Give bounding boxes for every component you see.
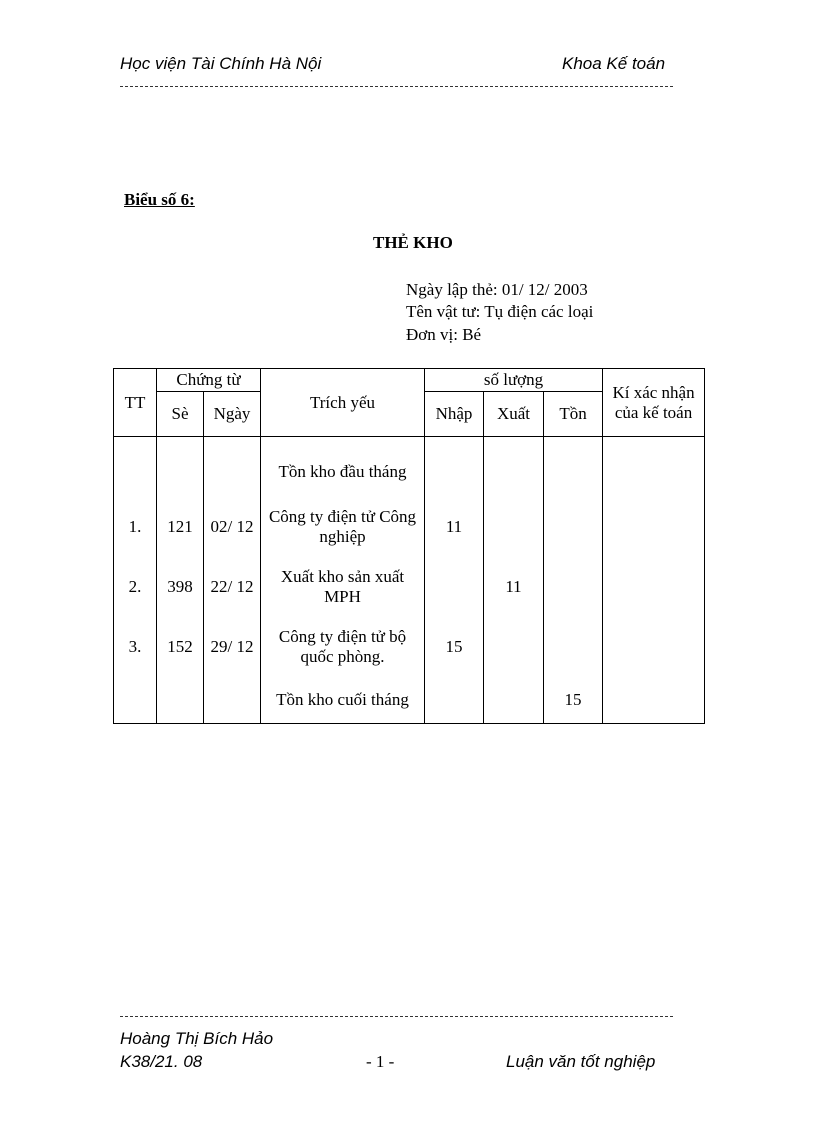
header-so-luong: số lượng	[425, 369, 603, 392]
cell-tt: 3.	[114, 617, 157, 677]
stock-card-table	[113, 368, 705, 724]
meta-item-name: Tên vật tư: Tụ điện các loại	[406, 302, 594, 321]
section-label: Biểu số 6:	[124, 190, 195, 209]
table-row-closing	[114, 677, 705, 724]
cell-desc: Công ty điện tử bộ quốc phòng.	[261, 617, 425, 677]
cell-desc: Xuất kho sản xuất MPH	[261, 557, 425, 617]
cell-tt: 1.	[114, 497, 157, 557]
cell-ki	[603, 617, 705, 677]
cell-desc: Công ty điện tử Công nghiệp	[261, 497, 425, 557]
header-tt: TT	[114, 369, 157, 437]
cell-nhap: 15	[425, 617, 484, 677]
meta-unit: Đơn vị: Bé	[406, 325, 482, 344]
header-institution: Học viện Tài Chính Hà Nội	[120, 54, 322, 73]
table-row	[114, 617, 705, 677]
cell-xuat	[484, 497, 544, 557]
cell-ton	[544, 617, 603, 677]
footer-class: K38/21. 08	[120, 1052, 203, 1071]
cell-ki	[603, 497, 705, 557]
cell-nhap	[425, 557, 484, 617]
header-ton: Tồn	[544, 392, 603, 437]
cell-ki	[603, 557, 705, 617]
cell-ton	[544, 497, 603, 557]
header-trich-yeu: Trích yếu	[261, 369, 425, 437]
cell-so: 152	[157, 617, 204, 677]
cell-ton	[544, 557, 603, 617]
header-faculty: Khoa Kế toán	[562, 54, 666, 73]
footer-doc-type: Luận văn tốt nghiệp	[506, 1052, 656, 1071]
table-row	[114, 497, 705, 557]
meta-date: Ngày lập thẻ: 01/ 12/ 2003	[406, 280, 588, 299]
cell-ngay: 22/ 12	[204, 557, 261, 617]
cell-so: 121	[157, 497, 204, 557]
header-divider	[120, 86, 673, 87]
header-xuat: Xuất	[484, 392, 544, 437]
cell-desc: Tồn kho đầu tháng	[261, 437, 425, 498]
cell-ngay: 02/ 12	[204, 497, 261, 557]
cell-so: 398	[157, 557, 204, 617]
cell-ngay: 29/ 12	[204, 617, 261, 677]
cell-ton: 15	[544, 677, 603, 724]
header-so: Sè	[157, 392, 204, 437]
header-nhap: Nhập	[425, 392, 484, 437]
header-ngay: Ngày	[204, 392, 261, 437]
header-chung-tu: Chứng từ	[157, 369, 261, 392]
header-ki-xac-nhan: Kí xác nhận của kế toán	[603, 369, 705, 437]
footer-author: Hoàng Thị Bích Hảo	[120, 1029, 274, 1048]
cell-xuat: 11	[484, 557, 544, 617]
document-title: THẺ KHO	[373, 233, 453, 252]
page-number: - 1 -	[366, 1052, 395, 1071]
cell-xuat	[484, 617, 544, 677]
cell-nhap: 11	[425, 497, 484, 557]
table-row	[114, 557, 705, 617]
footer-divider	[120, 1016, 673, 1017]
cell-tt: 2.	[114, 557, 157, 617]
cell-desc: Tồn kho cuối tháng	[261, 677, 425, 724]
table-row-opening	[114, 437, 705, 498]
